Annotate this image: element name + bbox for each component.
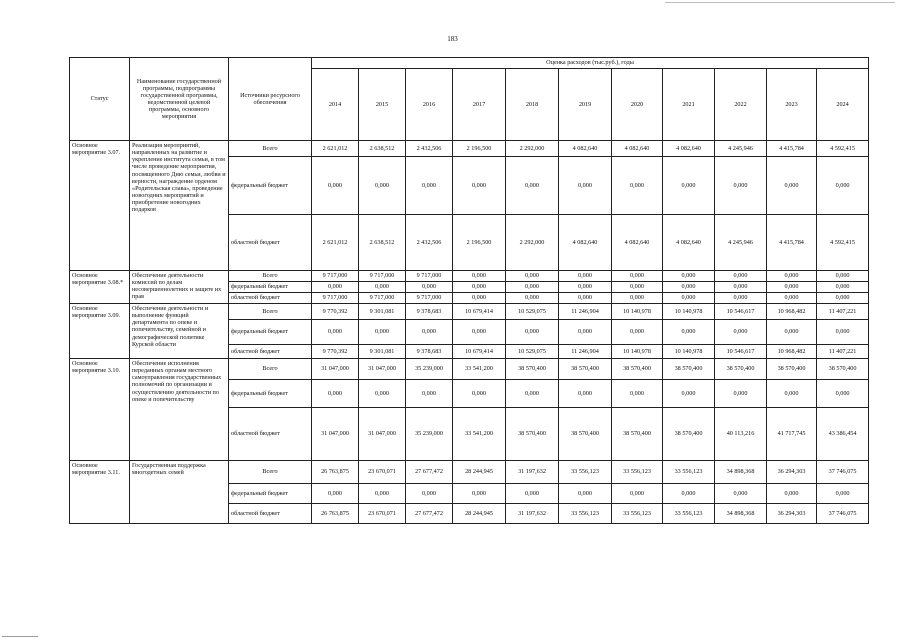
- expense-value: 31 197,632: [506, 461, 559, 484]
- expense-value: 0,000: [767, 282, 817, 293]
- table-body: [70, 141, 869, 524]
- expense-value: 40 113,216: [715, 408, 767, 461]
- header-year: 2023: [767, 69, 817, 141]
- expense-value: 10 679,414: [453, 345, 506, 359]
- expense-value: 0,000: [506, 271, 559, 282]
- funding-source: областной бюджет: [229, 504, 312, 524]
- expense-value: 0,000: [817, 293, 869, 304]
- expense-value: 38 570,400: [612, 359, 663, 380]
- table-row: [70, 141, 869, 157]
- expense-value: 9 717,000: [312, 271, 359, 282]
- expense-value: 11 407,221: [817, 345, 869, 359]
- expense-value: 0,000: [612, 293, 663, 304]
- expense-value: 0,000: [612, 282, 663, 293]
- expense-value: 0,000: [453, 293, 506, 304]
- expense-value: 38 570,400: [817, 359, 869, 380]
- expense-value: 4 415,784: [767, 215, 817, 271]
- expense-value: 0,000: [559, 380, 612, 408]
- expense-value: 41 717,745: [767, 408, 817, 461]
- expense-value: 0,000: [612, 320, 663, 345]
- expense-value: 0,000: [767, 293, 817, 304]
- expense-value: 0,000: [767, 271, 817, 282]
- funding-source: федеральный бюджет: [229, 157, 312, 215]
- expense-value: 27 677,472: [406, 461, 453, 484]
- table-row: [70, 304, 869, 320]
- expense-value: 4 245,946: [715, 141, 767, 157]
- expense-value: 0,000: [612, 484, 663, 504]
- expense-value: 10 140,978: [612, 304, 663, 320]
- expense-value: 0,000: [506, 380, 559, 408]
- expense-value: 9 770,392: [312, 345, 359, 359]
- expense-value: 9 717,000: [359, 293, 406, 304]
- expense-value: 0,000: [359, 380, 406, 408]
- funding-source: областной бюджет: [229, 215, 312, 271]
- expense-value: 0,000: [559, 320, 612, 345]
- expense-value: 0,000: [663, 320, 715, 345]
- expense-value: 11 246,904: [559, 304, 612, 320]
- funding-source: Всего: [229, 461, 312, 484]
- expense-value: 10 140,978: [663, 345, 715, 359]
- expense-value: 31 197,632: [506, 504, 559, 524]
- expense-value: 0,000: [506, 282, 559, 293]
- expense-value: 9 717,000: [312, 293, 359, 304]
- expense-value: 0,000: [453, 271, 506, 282]
- expense-value: 43 386,454: [817, 408, 869, 461]
- expense-value: 0,000: [406, 380, 453, 408]
- expense-value: 0,000: [559, 157, 612, 215]
- header-year: 2014: [312, 69, 359, 141]
- header-year: 2020: [612, 69, 663, 141]
- table-row: [70, 359, 869, 380]
- expense-value: 0,000: [663, 380, 715, 408]
- header-year: 2018: [506, 69, 559, 141]
- expense-value: 0,000: [817, 271, 869, 282]
- expense-value: 0,000: [715, 484, 767, 504]
- expense-value: 9 717,000: [359, 271, 406, 282]
- expense-value: 2 432,506: [406, 141, 453, 157]
- expense-value: 2 292,000: [506, 215, 559, 271]
- funding-source: федеральный бюджет: [229, 320, 312, 345]
- expense-value: 9 301,081: [359, 304, 406, 320]
- expense-value: 0,000: [663, 157, 715, 215]
- expense-value: 0,000: [612, 271, 663, 282]
- funding-source: Всего: [229, 141, 312, 157]
- measure-name: Государственная поддержка многодетных семей: [130, 461, 229, 524]
- table-header: [70, 58, 869, 141]
- expense-value: 0,000: [715, 380, 767, 408]
- measure-status: Основное мероприятие 3.11.: [70, 461, 130, 524]
- expense-value: 26 763,875: [312, 461, 359, 484]
- expense-value: 33 541,200: [453, 359, 506, 380]
- expense-value: 0,000: [359, 157, 406, 215]
- expense-value: 0,000: [559, 271, 612, 282]
- expense-value: 0,000: [359, 282, 406, 293]
- expense-value: 0,000: [453, 157, 506, 215]
- expense-value: 34 898,368: [715, 461, 767, 484]
- expense-value: 0,000: [767, 380, 817, 408]
- expense-value: 0,000: [663, 282, 715, 293]
- expense-value: 0,000: [312, 157, 359, 215]
- expense-value: 0,000: [406, 484, 453, 504]
- expense-value: 4 245,946: [715, 215, 767, 271]
- header-name: Наименование государственной программы, подпрограммы государственной программы, ведомственной целевой программы, основного мероприятия: [130, 58, 229, 141]
- expense-value: 0,000: [312, 282, 359, 293]
- expense-value: 4 082,640: [663, 141, 715, 157]
- expense-value: 9 378,683: [406, 345, 453, 359]
- expense-value: 31 047,000: [312, 359, 359, 380]
- expense-value: 38 570,400: [767, 359, 817, 380]
- measure-name: Обеспечение деятельности и выполнение функций департамента по опеке и попечительству, семейной и демографической политике Курской области: [130, 304, 229, 359]
- expense-value: 33 556,123: [663, 504, 715, 524]
- expense-value: 0,000: [406, 282, 453, 293]
- header-year: 2024: [817, 69, 869, 141]
- expense-value: 0,000: [453, 380, 506, 408]
- expense-value: 0,000: [406, 157, 453, 215]
- expense-value: 38 570,400: [506, 408, 559, 461]
- expense-value: 4 082,640: [663, 215, 715, 271]
- expense-value: 10 140,978: [612, 345, 663, 359]
- expense-value: 9 717,000: [406, 293, 453, 304]
- measure-status: Основное мероприятие 3.07.: [70, 141, 130, 271]
- expense-value: 35 239,000: [406, 408, 453, 461]
- expense-value: 0,000: [559, 282, 612, 293]
- expense-value: 4 082,640: [559, 215, 612, 271]
- expense-value: 0,000: [506, 484, 559, 504]
- expense-value: 33 556,123: [612, 504, 663, 524]
- measure-status: Основное мероприятие 3.09.: [70, 304, 130, 359]
- measure-status: Основное мероприятие 3.08.*: [70, 271, 130, 304]
- expense-value: 33 556,123: [663, 461, 715, 484]
- expense-value: 4 415,784: [767, 141, 817, 157]
- expense-value: 0,000: [817, 282, 869, 293]
- expense-value: 9 770,392: [312, 304, 359, 320]
- expense-value: 10 546,617: [715, 345, 767, 359]
- expense-value: 0,000: [359, 484, 406, 504]
- expense-value: 0,000: [312, 380, 359, 408]
- expense-value: 0,000: [817, 484, 869, 504]
- header-year: 2016: [406, 69, 453, 141]
- expense-value: 10 968,482: [767, 304, 817, 320]
- expense-value: 10 529,075: [506, 345, 559, 359]
- expense-value: 4 082,640: [612, 141, 663, 157]
- expense-value: 2 196,500: [453, 141, 506, 157]
- scan-edge-line: [665, 2, 895, 3]
- header-year: 2015: [359, 69, 406, 141]
- expense-value: 4 082,640: [559, 141, 612, 157]
- expense-value: 38 570,400: [612, 408, 663, 461]
- expense-value: 0,000: [715, 157, 767, 215]
- expense-value: 4 082,640: [612, 215, 663, 271]
- expense-value: 0,000: [817, 320, 869, 345]
- expense-value: 2 638,512: [359, 141, 406, 157]
- expense-value: 2 292,000: [506, 141, 559, 157]
- measure-name: Реализация мероприятий, направленных на развитие и укрепление института семьи, в том числе проведение мероприятия, посвященного Дню семьи, любви и верности, награждение орденом «Родительская слава», проведение новогодних мероприятий и приобретение новогодних подарков: [130, 141, 229, 271]
- table-row: [70, 461, 869, 484]
- expense-value: 38 570,400: [663, 408, 715, 461]
- expense-value: 0,000: [453, 484, 506, 504]
- expense-value: 38 570,400: [663, 359, 715, 380]
- expense-value: 11 407,221: [817, 304, 869, 320]
- expense-value: 0,000: [559, 293, 612, 304]
- funding-source: областной бюджет: [229, 408, 312, 461]
- expense-value: 0,000: [506, 293, 559, 304]
- expense-value: 0,000: [359, 320, 406, 345]
- expense-value: 35 239,000: [406, 359, 453, 380]
- funding-source: федеральный бюджет: [229, 380, 312, 408]
- measure-name: Обеспечение деятельности комиссий по делам несовершеннолетних и защите их прав: [130, 271, 229, 304]
- expense-value: 28 244,945: [453, 504, 506, 524]
- expense-value: 0,000: [663, 271, 715, 282]
- expense-value: 4 592,415: [817, 215, 869, 271]
- expense-value: 38 570,400: [506, 359, 559, 380]
- expenditure-table: [69, 57, 869, 524]
- expense-value: 34 898,368: [715, 504, 767, 524]
- header-year: 2017: [453, 69, 506, 141]
- expense-value: 10 140,978: [663, 304, 715, 320]
- expense-value: 0,000: [312, 484, 359, 504]
- expense-value: 2 432,506: [406, 215, 453, 271]
- funding-source: Всего: [229, 271, 312, 282]
- expense-value: 33 556,123: [559, 461, 612, 484]
- expense-value: 0,000: [715, 293, 767, 304]
- expense-value: 31 047,000: [359, 408, 406, 461]
- expense-value: 0,000: [715, 282, 767, 293]
- expense-value: 0,000: [453, 282, 506, 293]
- expense-value: 0,000: [663, 484, 715, 504]
- page-number: 183: [447, 35, 458, 43]
- expense-value: 9 717,000: [406, 271, 453, 282]
- expense-value: 33 556,123: [559, 504, 612, 524]
- expense-value: 2 621,012: [312, 215, 359, 271]
- header-year: 2021: [663, 69, 715, 141]
- expense-value: 0,000: [612, 380, 663, 408]
- expense-value: 2 638,512: [359, 215, 406, 271]
- funding-source: областной бюджет: [229, 345, 312, 359]
- expense-value: 33 556,123: [612, 461, 663, 484]
- expense-value: 10 546,617: [715, 304, 767, 320]
- header-year: 2022: [715, 69, 767, 141]
- funding-source: Всего: [229, 304, 312, 320]
- expense-value: 27 677,472: [406, 504, 453, 524]
- expense-value: 0,000: [767, 157, 817, 215]
- header-source: Источники ресурсного обеспечения: [229, 58, 312, 141]
- header-year: 2019: [559, 69, 612, 141]
- expense-value: 36 294,303: [767, 461, 817, 484]
- expense-value: 0,000: [453, 320, 506, 345]
- expense-value: 9 378,683: [406, 304, 453, 320]
- expense-value: 37 746,075: [817, 504, 869, 524]
- expense-value: 0,000: [767, 320, 817, 345]
- table-row: [70, 271, 869, 282]
- expense-value: 2 621,012: [312, 141, 359, 157]
- expense-value: 38 570,400: [559, 408, 612, 461]
- expense-value: 0,000: [406, 320, 453, 345]
- expense-value: 0,000: [663, 293, 715, 304]
- expense-value: 37 746,075: [817, 461, 869, 484]
- expense-value: 33 541,200: [453, 408, 506, 461]
- expense-value: 31 047,000: [359, 359, 406, 380]
- measure-name: Обеспечение исполнения переданных органам местного самоуправления государственных полномочий по организации и осуществлению деятельности по опеке и попечительству: [130, 359, 229, 461]
- expense-value: 4 592,415: [817, 141, 869, 157]
- funding-source: Всего: [229, 359, 312, 380]
- expense-value: 0,000: [559, 484, 612, 504]
- expense-value: 11 246,904: [559, 345, 612, 359]
- expense-value: 38 570,400: [559, 359, 612, 380]
- scan-edge-mark: [2, 636, 38, 637]
- funding-source: федеральный бюджет: [229, 484, 312, 504]
- expense-value: 10 968,482: [767, 345, 817, 359]
- expense-value: 0,000: [506, 157, 559, 215]
- expense-value: 23 670,071: [359, 504, 406, 524]
- expense-value: 0,000: [817, 157, 869, 215]
- expense-value: 36 294,303: [767, 504, 817, 524]
- header-status: Статус: [70, 58, 130, 141]
- funding-source: федеральный бюджет: [229, 282, 312, 293]
- header-estimate: Оценка расходов (тыс.руб.), годы: [312, 58, 869, 69]
- expense-value: 38 570,400: [715, 359, 767, 380]
- expense-value: 0,000: [715, 320, 767, 345]
- expense-value: 0,000: [312, 320, 359, 345]
- expense-value: 10 529,075: [506, 304, 559, 320]
- expense-value: 0,000: [715, 271, 767, 282]
- expense-value: 0,000: [767, 484, 817, 504]
- expense-value: 0,000: [506, 320, 559, 345]
- measure-status: Основное мероприятие 3.10.: [70, 359, 130, 461]
- expense-value: 9 301,081: [359, 345, 406, 359]
- expense-value: 2 196,500: [453, 215, 506, 271]
- funding-source: областной бюджет: [229, 293, 312, 304]
- expense-value: 26 763,875: [312, 504, 359, 524]
- expense-value: 23 670,071: [359, 461, 406, 484]
- expense-value: 31 047,000: [312, 408, 359, 461]
- expense-value: 10 679,414: [453, 304, 506, 320]
- expense-value: 28 244,945: [453, 461, 506, 484]
- expense-value: 0,000: [817, 380, 869, 408]
- expense-value: 0,000: [612, 157, 663, 215]
